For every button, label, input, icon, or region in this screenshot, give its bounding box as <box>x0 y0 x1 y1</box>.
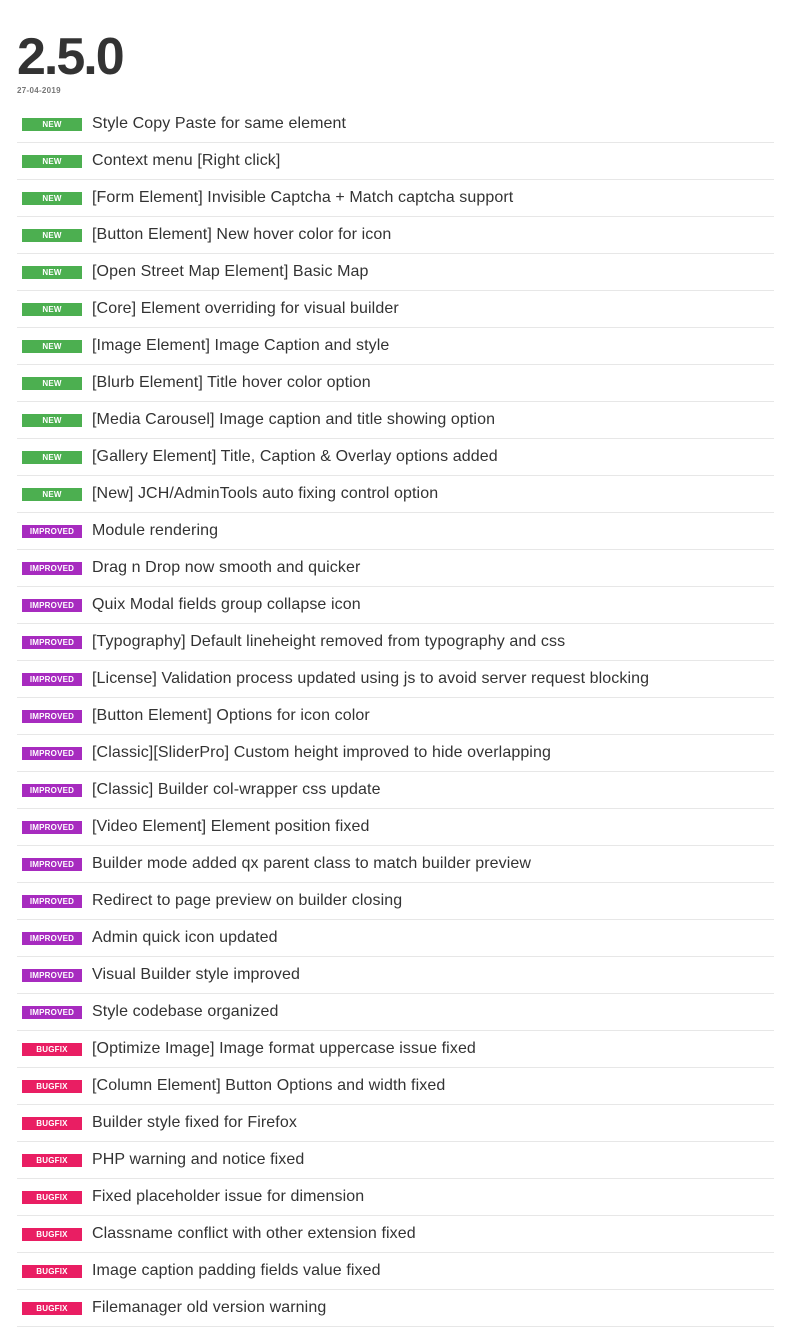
improved-badge: IMPROVED <box>22 895 82 908</box>
bugfix-badge: BUGFIX <box>22 1302 82 1315</box>
changelog-entry <box>17 180 774 217</box>
improved-badge: IMPROVED <box>22 858 82 871</box>
bugfix-badge: BUGFIX <box>22 1228 82 1241</box>
changelog-entry <box>17 217 774 254</box>
new-badge: NEW <box>22 340 82 353</box>
entry-text: Context menu [Right click] <box>92 152 281 169</box>
entry-text: Builder mode added qx parent class to match builder preview <box>92 855 532 872</box>
improved-badge: IMPROVED <box>22 747 82 760</box>
improved-badge: IMPROVED <box>22 636 82 649</box>
entry-text: [Core] Element overriding for visual builder <box>92 300 399 317</box>
changelog-entry <box>17 1105 774 1142</box>
changelog-entry <box>17 809 774 846</box>
entry-text: [Open Street Map Element] Basic Map <box>92 263 369 280</box>
entry-text: Style codebase organized <box>92 1003 279 1020</box>
entry-text: [Optimize Image] Image format uppercase issue fixed <box>92 1040 476 1057</box>
entry-text: Admin quick icon updated <box>92 929 278 946</box>
changelog-entry <box>17 624 774 661</box>
changelog-entry <box>17 735 774 772</box>
changelog-entry <box>17 439 774 476</box>
changelog-entry <box>17 920 774 957</box>
changelog-entry <box>17 106 774 143</box>
entry-text: Quix Modal fields group collapse icon <box>92 596 361 613</box>
entry-text: PHP warning and notice fixed <box>92 1151 305 1168</box>
bugfix-badge: BUGFIX <box>22 1117 82 1130</box>
new-badge: NEW <box>22 377 82 390</box>
entry-text: Builder style fixed for Firefox <box>92 1114 297 1131</box>
entry-text: Classname conflict with other extension fixed <box>92 1225 416 1242</box>
entry-text: [Gallery Element] Title, Caption & Overlay options added <box>92 448 498 465</box>
entry-text: [Column Element] Button Options and width fixed <box>92 1077 446 1094</box>
entry-text: [Video Element] Element position fixed <box>92 818 370 835</box>
changelog-entry <box>17 1068 774 1105</box>
new-badge: NEW <box>22 155 82 168</box>
entry-text: Redirect to page preview on builder closing <box>92 892 403 909</box>
release-date: 27-04-2019 <box>17 86 61 95</box>
entry-text: [Image Element] Image Caption and style <box>92 337 390 354</box>
bugfix-badge: BUGFIX <box>22 1080 82 1093</box>
changelog-entry <box>17 402 774 439</box>
entry-text: Visual Builder style improved <box>92 966 301 983</box>
changelog-entry <box>17 957 774 994</box>
new-badge: NEW <box>22 229 82 242</box>
changelog-entry <box>17 994 774 1031</box>
changelog-entry <box>17 1179 774 1216</box>
bugfix-badge: BUGFIX <box>22 1154 82 1167</box>
new-badge: NEW <box>22 303 82 316</box>
improved-badge: IMPROVED <box>22 932 82 945</box>
improved-badge: IMPROVED <box>22 784 82 797</box>
improved-badge: IMPROVED <box>22 710 82 723</box>
new-badge: NEW <box>22 414 82 427</box>
improved-badge: IMPROVED <box>22 562 82 575</box>
entry-text: [License] Validation process updated using js to avoid server request blocking <box>92 670 650 687</box>
version-title: 2.5.0 <box>17 28 123 86</box>
changelog-entry <box>17 1031 774 1068</box>
changelog-list <box>17 106 774 1327</box>
changelog-entry <box>17 254 774 291</box>
entry-text: [Button Element] New hover color for icon <box>92 226 392 243</box>
changelog-entry <box>17 365 774 402</box>
changelog-entry <box>17 587 774 624</box>
improved-badge: IMPROVED <box>22 525 82 538</box>
improved-badge: IMPROVED <box>22 1006 82 1019</box>
improved-badge: IMPROVED <box>22 599 82 612</box>
changelog-entry <box>17 1142 774 1179</box>
entry-text: [Classic] Builder col-wrapper css update <box>92 781 381 798</box>
changelog-entry <box>17 698 774 735</box>
new-badge: NEW <box>22 488 82 501</box>
entry-text: Filemanager old version warning <box>92 1299 327 1316</box>
changelog-entry <box>17 291 774 328</box>
changelog-entry <box>17 1290 774 1327</box>
changelog-entry <box>17 476 774 513</box>
changelog-entry <box>17 1216 774 1253</box>
changelog-entry <box>17 883 774 920</box>
entry-text: [New] JCH/AdminTools auto fixing control option <box>92 485 439 502</box>
changelog-entry <box>17 1253 774 1290</box>
bugfix-badge: BUGFIX <box>22 1191 82 1204</box>
changelog-entry <box>17 772 774 809</box>
entry-text: [Classic][SliderPro] Custom height improved to hide overlapping <box>92 744 551 761</box>
bugfix-badge: BUGFIX <box>22 1265 82 1278</box>
bugfix-badge: BUGFIX <box>22 1043 82 1056</box>
new-badge: NEW <box>22 192 82 205</box>
entry-text: Module rendering <box>92 522 219 539</box>
new-badge: NEW <box>22 451 82 464</box>
changelog-entry <box>17 513 774 550</box>
entry-text: [Typography] Default lineheight removed from typography and css <box>92 633 566 650</box>
changelog-entry <box>17 661 774 698</box>
changelog-entry <box>17 328 774 365</box>
changelog-entry <box>17 550 774 587</box>
entry-text: Image caption padding fields value fixed <box>92 1262 381 1279</box>
new-badge: NEW <box>22 266 82 279</box>
entry-text: [Form Element] Invisible Captcha + Match captcha support <box>92 189 514 206</box>
entry-text: [Button Element] Options for icon color <box>92 707 370 724</box>
entry-text: Style Copy Paste for same element <box>92 115 347 132</box>
improved-badge: IMPROVED <box>22 969 82 982</box>
new-badge: NEW <box>22 118 82 131</box>
changelog-entry <box>17 846 774 883</box>
improved-badge: IMPROVED <box>22 821 82 834</box>
entry-text: Drag n Drop now smooth and quicker <box>92 559 361 576</box>
entry-text: [Blurb Element] Title hover color option <box>92 374 371 391</box>
entry-text: Fixed placeholder issue for dimension <box>92 1188 365 1205</box>
improved-badge: IMPROVED <box>22 673 82 686</box>
changelog-entry <box>17 143 774 180</box>
entry-text: [Media Carousel] Image caption and title showing option <box>92 411 496 428</box>
